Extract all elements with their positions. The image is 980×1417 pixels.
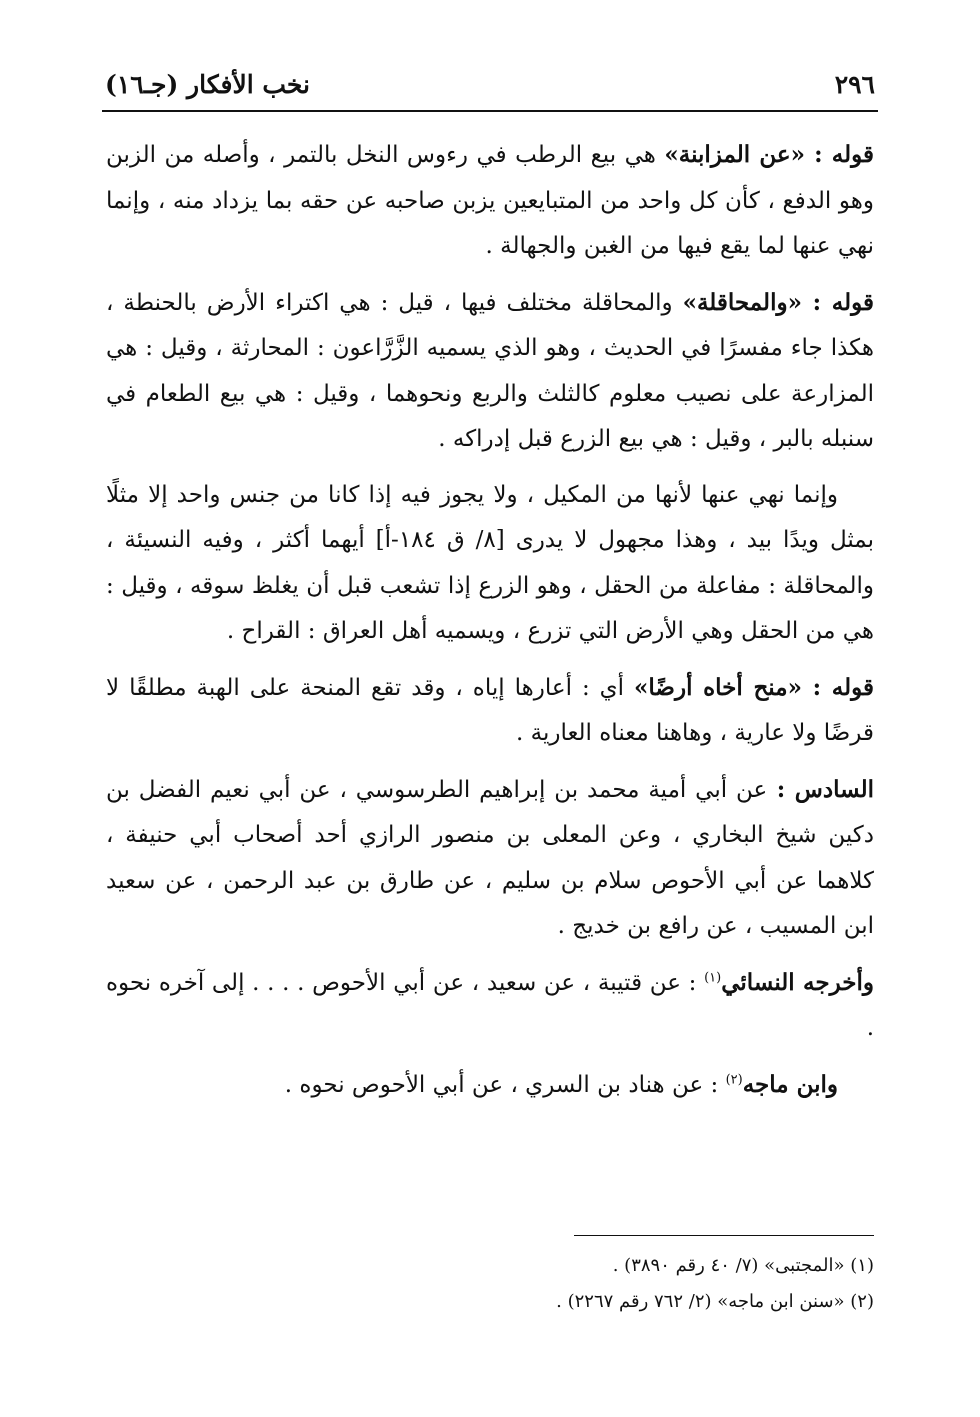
- footnote-divider: [574, 1235, 874, 1236]
- paragraph-prohibition: [106, 473, 874, 655]
- main-text: [106, 132, 874, 1118]
- quoted-term: «عن المزابنة»: [664, 141, 805, 168]
- paragraph-lead: قوله :: [801, 288, 874, 316]
- paragraph-lead: السادس :: [767, 775, 874, 803]
- running-title: نخب الأفكار (جـ١٦): [105, 69, 311, 99]
- footnote-ref[interactable]: (١): [704, 969, 722, 985]
- paragraph-ibn-majah: [106, 1062, 874, 1109]
- paragraph-lead: وابن ماجه: [742, 1070, 838, 1098]
- footnote-ref[interactable]: (٢): [725, 1071, 743, 1087]
- paragraph-muhaqala: [106, 280, 874, 463]
- paragraph-text: عن أبي أمية محمد بن إبراهيم الطرسوسي ، عن أبي نعيم الفضل بن دكين شيخ البخاري ، وعن المعلى بن منصور الرازي أحد أصحاب أبي حنيفة ، كلاهما عن أبي الأحوص سلام بن سليم ، عن طارق بن عبد الرحمن ، عن سعيد ابن المسيب ، عن رافع بن خديج .: [106, 776, 874, 939]
- footnote-2: (٢) «سنن ابن ماجه» (٢/ ٧٦٢ رقم ٢٢٦٧) .: [556, 1291, 874, 1312]
- paragraph-manaha: [106, 665, 874, 757]
- paragraph-text: وإنما نهي عنها لأنها من المكيل ، ولا يجوز فيه إذا كانا من جنس واحد إلا مثلًا بمثل ويدًا بيد ، وهذا مجهول لا يدرى [٨/ ق ١٨٤-أ] أيهما أكثر ، وفيه النسيئة ، والمحاقلة : مفاعلة من الحقل ، وهو الزرع إذا تشعب قبل أن يغلظ سوقه ، وقيل : هي من الحقل وهي الأرض التي تزرع ، ويسميه أهل العراق : القراح .: [106, 481, 875, 644]
- footnotes: [106, 1248, 874, 1320]
- page-number: ٢٩٦: [834, 69, 875, 99]
- paragraph-text: : عن هناد بن السري ، عن أبي الأحوص نحوه .: [284, 1071, 726, 1098]
- paragraph-lead: قوله :: [804, 141, 874, 168]
- footnote-1: (١) «المجتبى» (٧/ ٤٠ رقم ٣٨٩٠) .: [612, 1255, 874, 1276]
- paragraph-muzabana: [106, 132, 874, 270]
- paragraph-lead: وأخرجه النسائي: [721, 968, 874, 996]
- paragraph-nasai: [106, 960, 874, 1052]
- paragraph-text: أي : أعارها إياه ، وقد تقع المنحة على الهبة مطلقًا لا قرضًا ولا عارية ، وهاهنا معناه العارية .: [106, 674, 874, 746]
- paragraph-lead: قوله :: [801, 673, 874, 701]
- paragraph-text: هي بيع الرطب في رءوس النخل بالتمر ، وأصله من الزبن وهو الدفع ، كأن كل واحد من المتبايعين يزبن صاحبه عن حقه بما يزداد منه ، وإنما نهي عنها لما يقع فيها من الغبن والجهالة .: [106, 142, 874, 259]
- page-header: [105, 62, 875, 106]
- header-divider: [102, 110, 878, 112]
- paragraph-sixth: [106, 767, 874, 950]
- quoted-term: «والمحاقلة»: [682, 288, 802, 316]
- paragraph-text: والمحاقلة مختلف فيها ، قيل : هي اكتراء الأرض بالحنطة ، هكذا جاء مفسرًا في الحديث ، وهو الذي يسميه الزَّرَّاعون : المحارثة ، وقيل : هي المزارعة على نصيب معلوم كالثلث والربع ونحوهما ، وقيل : هي بيع الطعام في سنبله بالبر ، وقيل : هي بيع الزرع قبل إدراكه .: [106, 289, 874, 452]
- quoted-term: «منح أخاه أرضًا»: [634, 673, 802, 701]
- paragraph-text: : عن قتيبة ، عن سعيد ، عن أبي الأحوص . . . . إلى آخره نحوه .: [106, 969, 874, 1041]
